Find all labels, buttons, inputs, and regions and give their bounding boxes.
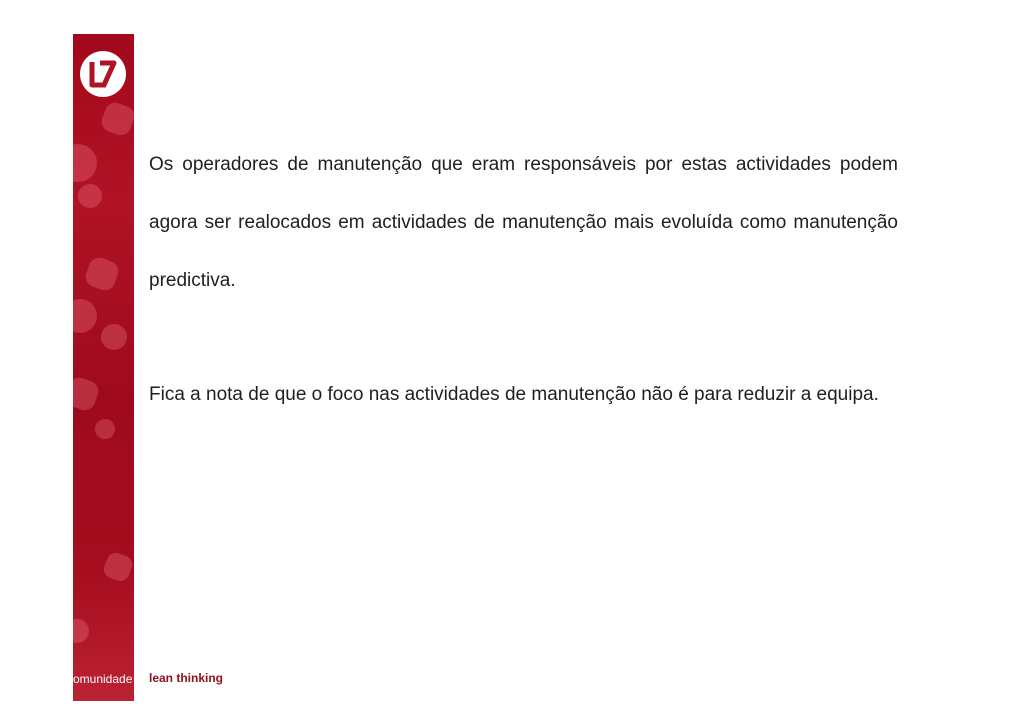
bokeh-decoration [73,619,89,643]
bokeh-decoration [83,255,121,293]
slide-content [149,136,898,424]
paragraph: Os operadores de manutenção que eram responsáveis por estas actividades podem agora ser realocados em actividades de manutenção mais evoluída como manutenção predictiva. [149,154,898,291]
bokeh-decoration [78,184,102,208]
paragraph: Fica a nota de que o foco nas actividades de manutenção não é para reduzir a equipa. [149,384,879,405]
bokeh-decoration [99,100,134,138]
logo [80,51,126,97]
bokeh-decoration [95,419,115,439]
bokeh-decoration [101,550,134,583]
bokeh-decoration [73,375,101,413]
bokeh-decoration [101,324,127,350]
side-strip [73,34,134,701]
bokeh-decoration [73,299,97,333]
footer-right-text: lean thinking [149,671,224,685]
lt-logo-icon [80,51,126,97]
bokeh-decoration [73,144,97,182]
footer-left-text: comunidade [67,672,133,686]
